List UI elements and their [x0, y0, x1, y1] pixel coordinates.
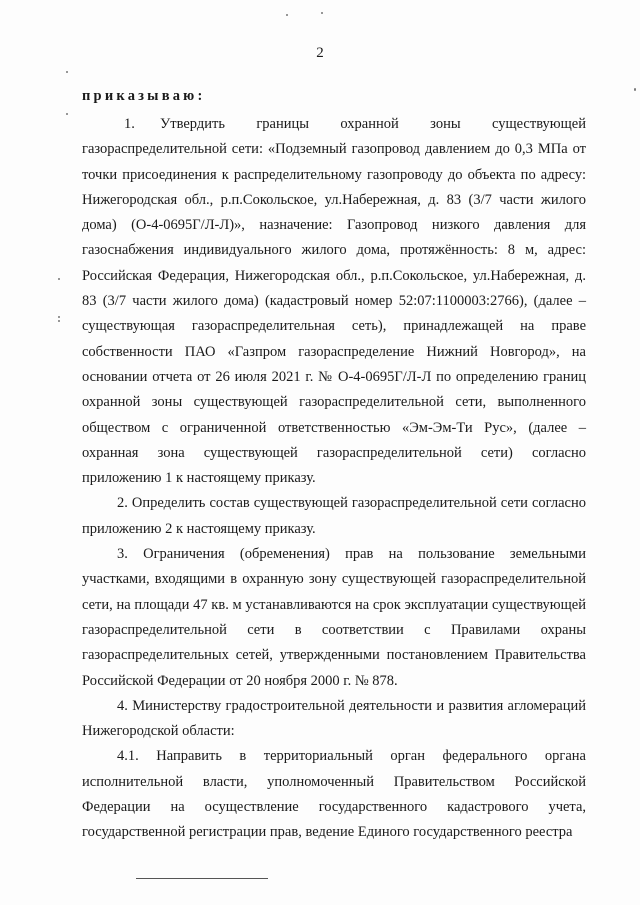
document-body	[82, 112, 586, 846]
scan-speck	[321, 12, 323, 14]
paragraph-4-1: 4.1. Направить в территориальный орган федерального органа исполнительной власти, уполномоченный Правительством Российской Федерации на осуществление государственного кадастрового учета, государственной регистрации прав, ведение Единого государственного реестра	[82, 748, 586, 841]
paragraph-3: 3. Ограничения (обременения) прав на пользование земельными участками, входящими в охранную зону существующей газораспределительной сети, на площади 47 кв. м устанавливаются на срок эксплуатации существующей газораспределительной сети в соответствии с Правилами охраны газораспределительных сетей, утвержденными постановлением Правительства Российской Федерации от 20 ноября 2000 г. № 878.	[82, 546, 586, 689]
scan-speck	[58, 316, 60, 318]
scan-speck	[286, 14, 288, 16]
paragraph-1	[82, 112, 586, 491]
paragraph-1-text: Утвердить границы охранной зоны существующей газораспределительной сети: «Подземный газопровод давлением до 0,3 МПа от точки присоединения к распределительному газопроводу до объекта по адресу: Нижегородская обл., р.п.Сокольское, ул.Набережная, д. 83 (3/7 части жилого дома) (О-4-0695Г/Л-Л)», назначение: Газопровод низкого давления для газоснабжения индивидуального жилого дома, протяжённость: 8 м, адрес: Российская Федерация, Нижегородская обл., р.п.Сокольское, ул.Набережная, д. 83 (3/7 части жилого дома) (кадастровый номер 52:07:1100003:2766), (далее – существующая газораспределительная сеть), принадлежащей на праве собственности ПАО «Газпром газораспределение Нижний Новгород», на основании отчета от 26 июля 2021 г. № О-4-0695Г/Л-Л по определению границ охранной зоны существующей газораспределительной сети, выполненного обществом с ограниченной ответственностью «Эм-Эм-Ти Рус», (далее – охранная зона существующей газораспределительной сети) согласно приложению 1 к настоящему приказу.	[82, 116, 586, 487]
footer-rule	[136, 878, 268, 879]
paragraph-2: 2. Определить состав существующей газораспределительной сети согласно приложению 2 к настоящему приказу.	[82, 495, 586, 537]
scan-speck	[66, 71, 68, 73]
paragraph-1-number: 1.	[124, 116, 135, 132]
page-number: 2	[316, 45, 324, 61]
order-heading: приказываю:	[82, 88, 206, 104]
scan-speck	[58, 278, 60, 280]
scan-speck	[58, 320, 60, 322]
scan-speck	[66, 113, 68, 115]
scan-speck	[634, 88, 636, 91]
paragraph-4: 4. Министерству градостроительной деятельности и развития агломераций Нижегородской области:	[82, 697, 586, 740]
